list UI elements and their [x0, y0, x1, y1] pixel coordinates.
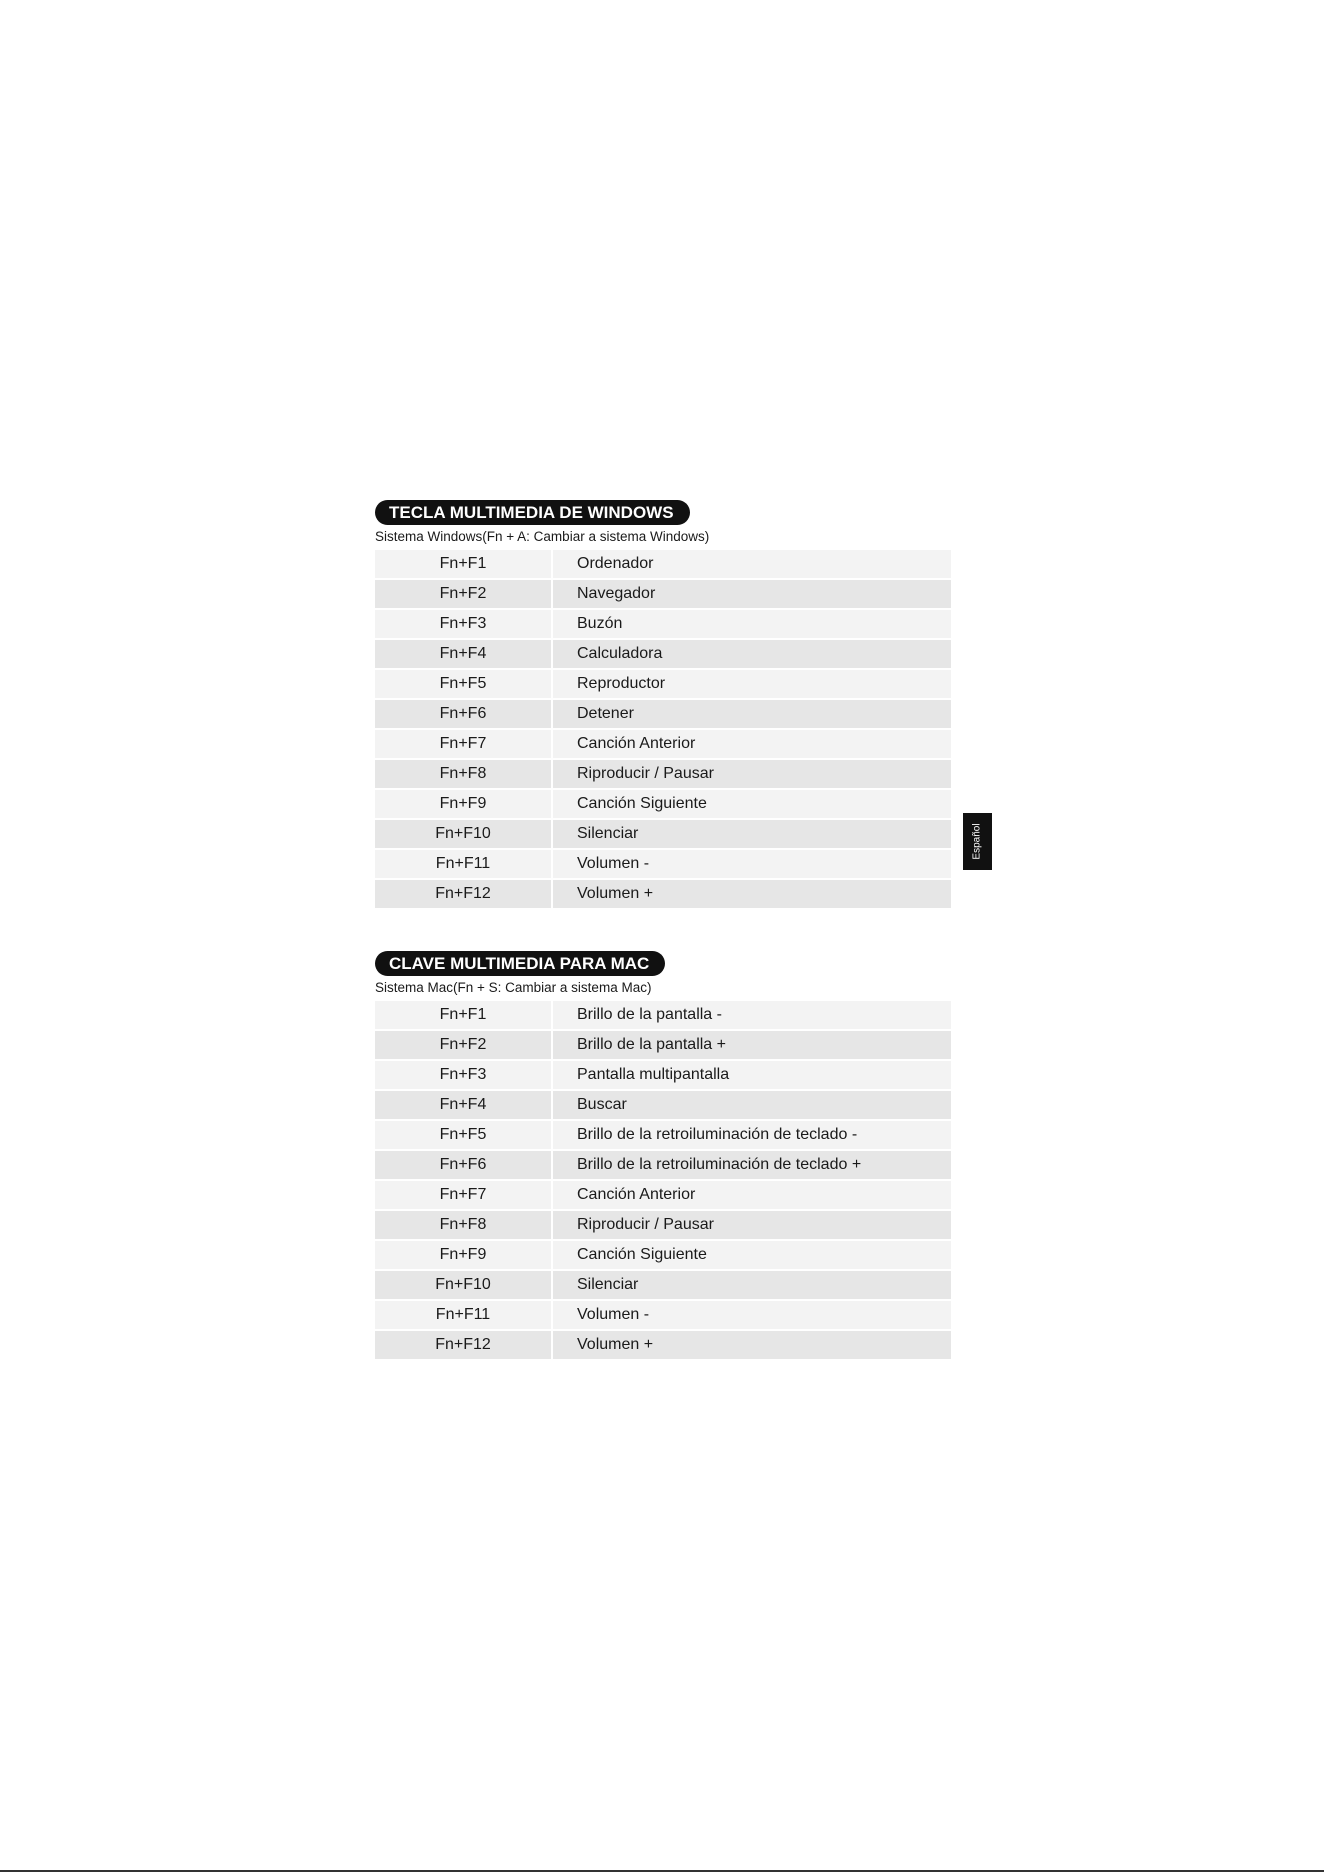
key-function: Ordenador	[552, 550, 951, 579]
key-function: Brillo de la retroiluminación de teclado -	[552, 1120, 951, 1150]
table-row	[375, 699, 951, 729]
key-combo: Fn+F12	[375, 1330, 552, 1360]
table-row	[375, 789, 951, 819]
key-combo: Fn+F2	[375, 579, 552, 609]
key-function: Detener	[552, 699, 951, 729]
key-function: Buzón	[552, 609, 951, 639]
mac-section-subtitle: Sistema Mac(Fn + S: Cambiar a sistema Mac)	[375, 980, 652, 995]
key-combo: Fn+F11	[375, 1300, 552, 1330]
windows-section	[375, 500, 951, 910]
table-row	[375, 1270, 951, 1300]
key-function: Canción Anterior	[552, 729, 951, 759]
table-row	[375, 1030, 951, 1060]
table-row	[375, 849, 951, 879]
key-combo: Fn+F1	[375, 550, 552, 579]
key-function: Canción Siguiente	[552, 789, 951, 819]
key-function: Reproductor	[552, 669, 951, 699]
key-function: Brillo de la pantalla +	[552, 1030, 951, 1060]
key-function: Silenciar	[552, 1270, 951, 1300]
key-function: Silenciar	[552, 819, 951, 849]
key-function: Riproducir / Pausar	[552, 759, 951, 789]
table-row	[375, 1300, 951, 1330]
key-function: Pantalla multipantalla	[552, 1060, 951, 1090]
table-row	[375, 1210, 951, 1240]
key-function: Calculadora	[552, 639, 951, 669]
key-combo: Fn+F9	[375, 1240, 552, 1270]
key-function: Riproducir / Pausar	[552, 1210, 951, 1240]
key-combo: Fn+F5	[375, 669, 552, 699]
key-combo: Fn+F7	[375, 1180, 552, 1210]
table-row	[375, 729, 951, 759]
key-function: Brillo de la pantalla -	[552, 1001, 951, 1030]
mac-section-title: CLAVE MULTIMEDIA PARA MAC	[375, 951, 665, 976]
windows-key-table	[375, 550, 951, 910]
key-function: Volumen -	[552, 1300, 951, 1330]
key-combo: Fn+F3	[375, 609, 552, 639]
key-combo: Fn+F11	[375, 849, 552, 879]
table-row	[375, 819, 951, 849]
table-row	[375, 1150, 951, 1180]
key-function: Volumen -	[552, 849, 951, 879]
table-row	[375, 1120, 951, 1150]
table-row	[375, 639, 951, 669]
key-function: Buscar	[552, 1090, 951, 1120]
key-combo: Fn+F6	[375, 1150, 552, 1180]
key-combo: Fn+F12	[375, 879, 552, 909]
mac-section	[375, 951, 951, 1361]
key-function: Volumen +	[552, 1330, 951, 1360]
table-row	[375, 759, 951, 789]
table-row	[375, 1001, 951, 1030]
language-tab	[963, 813, 992, 870]
key-function: Canción Siguiente	[552, 1240, 951, 1270]
key-combo: Fn+F5	[375, 1120, 552, 1150]
table-row	[375, 1180, 951, 1210]
table-row	[375, 1090, 951, 1120]
key-combo: Fn+F10	[375, 819, 552, 849]
mac-key-table	[375, 1001, 951, 1361]
table-row	[375, 579, 951, 609]
key-function: Brillo de la retroiluminación de teclado +	[552, 1150, 951, 1180]
key-combo: Fn+F6	[375, 699, 552, 729]
key-function: Canción Anterior	[552, 1180, 951, 1210]
table-row	[375, 609, 951, 639]
key-combo: Fn+F7	[375, 729, 552, 759]
key-combo: Fn+F1	[375, 1001, 552, 1030]
key-combo: Fn+F9	[375, 789, 552, 819]
key-function: Navegador	[552, 579, 951, 609]
table-row	[375, 1330, 951, 1360]
windows-section-subtitle: Sistema Windows(Fn + A: Cambiar a sistema Windows)	[375, 529, 710, 544]
key-function: Volumen +	[552, 879, 951, 909]
key-combo: Fn+F4	[375, 1090, 552, 1120]
table-row	[375, 1240, 951, 1270]
windows-section-title: TECLA MULTIMEDIA DE WINDOWS	[375, 500, 690, 525]
key-combo: Fn+F10	[375, 1270, 552, 1300]
table-row	[375, 550, 951, 579]
table-row	[375, 879, 951, 909]
key-combo: Fn+F4	[375, 639, 552, 669]
key-combo: Fn+F8	[375, 1210, 552, 1240]
table-row	[375, 669, 951, 699]
language-tab-label: Español	[972, 823, 984, 860]
key-combo: Fn+F8	[375, 759, 552, 789]
table-row	[375, 1060, 951, 1090]
key-combo: Fn+F3	[375, 1060, 552, 1090]
key-combo: Fn+F2	[375, 1030, 552, 1060]
